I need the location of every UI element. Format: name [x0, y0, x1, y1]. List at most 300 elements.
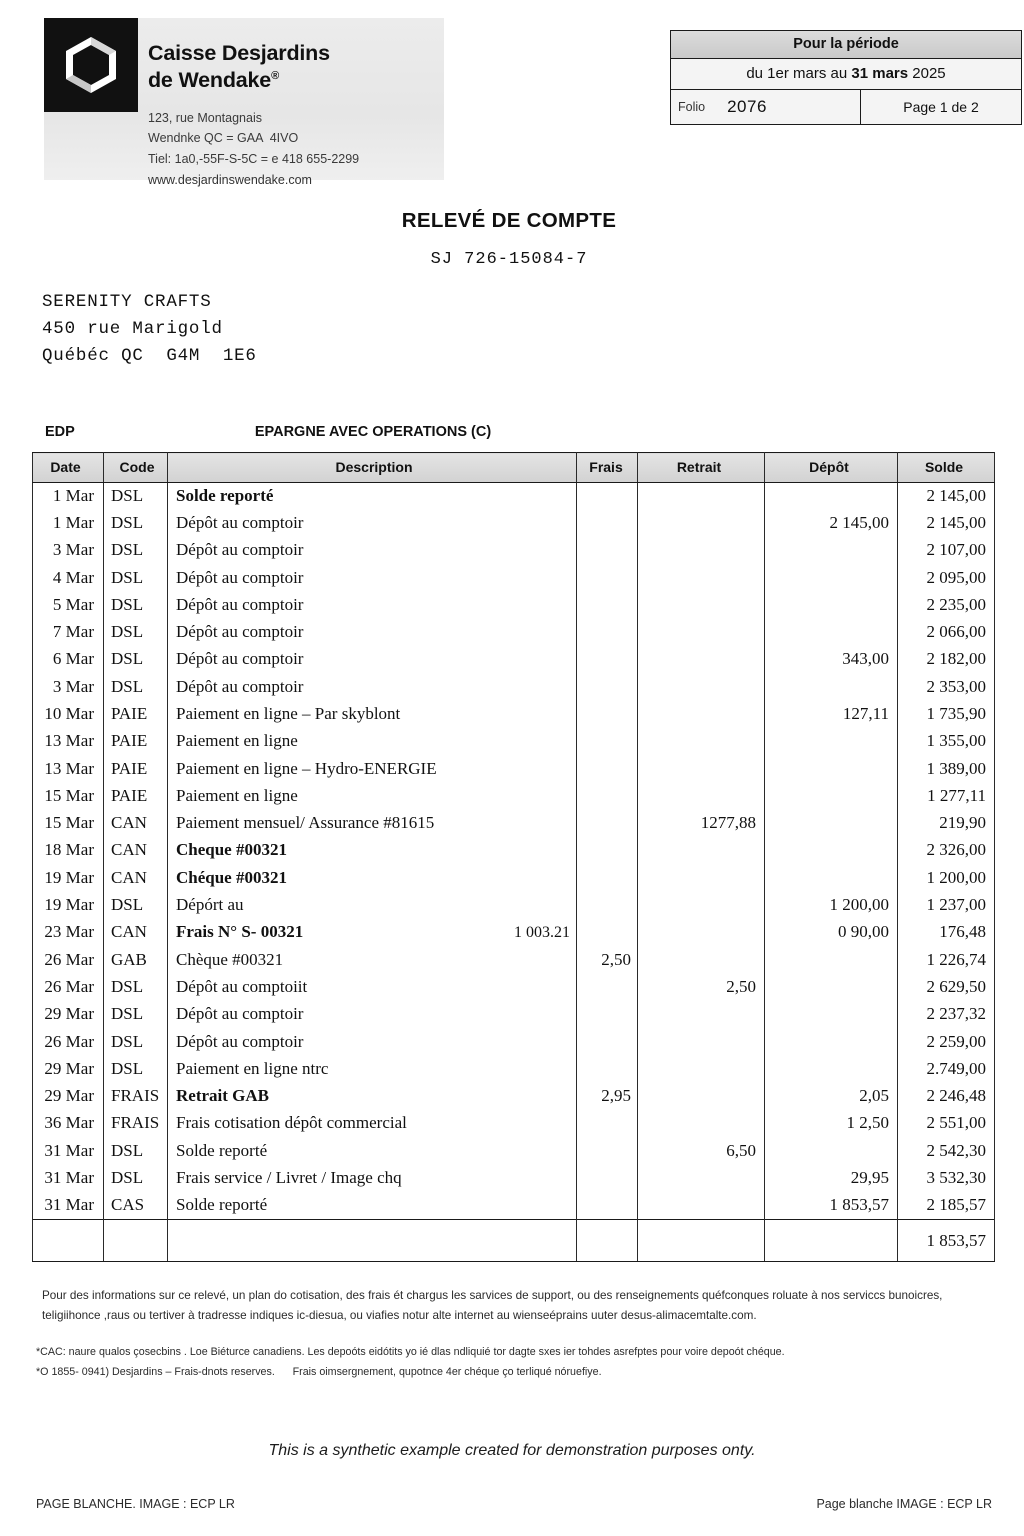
cell-frais — [577, 919, 638, 946]
cell-frais — [577, 1001, 638, 1028]
bank-address-line2: Wendnke QC = GAA 4IVO — [148, 131, 299, 146]
description-text: Frais N° S- 00321 — [176, 921, 304, 941]
cell-solde: 2 145,00 — [898, 483, 995, 510]
cell-solde: 2 326,00 — [898, 837, 995, 864]
table-body — [33, 483, 995, 1220]
column-header-solde: Solde — [898, 453, 995, 483]
bank-name-line2: de Wendake — [148, 68, 272, 93]
cell-date: 19 Mar — [33, 865, 104, 892]
cell-code: DSL — [104, 1165, 168, 1192]
cell-date: 1 Mar — [33, 510, 104, 537]
table-row — [33, 728, 995, 755]
cell-date: 15 Mar — [33, 783, 104, 810]
cell-depot — [765, 947, 898, 974]
cell-solde: 1 389,00 — [898, 755, 995, 782]
table-row — [33, 537, 995, 564]
cell-solde: 1 200,00 — [898, 865, 995, 892]
table-row — [33, 947, 995, 974]
total-spacer-code — [104, 1220, 168, 1262]
transactions-table — [32, 452, 995, 1262]
cell-code: CAS — [104, 1192, 168, 1219]
total-amount: 1 853,57 — [898, 1220, 995, 1262]
cell-date: 13 Mar — [33, 755, 104, 782]
cell-depot — [765, 1138, 898, 1165]
cell-code: DSL — [104, 1056, 168, 1083]
cell-depot — [765, 810, 898, 837]
description-text: Frais service / Livret / Image chq — [176, 1168, 402, 1188]
table-row — [33, 1110, 995, 1137]
period-range-prefix: du 1er mars au — [746, 65, 852, 82]
recipient-address — [42, 289, 257, 370]
total-spacer-date — [33, 1220, 104, 1262]
table-row — [33, 646, 995, 673]
bank-name-line1: Caisse Desjardins — [148, 41, 330, 65]
column-header-depot: Dépôt — [765, 453, 898, 483]
cell-solde: 2 246,48 — [898, 1083, 995, 1110]
cell-date: 3 Mar — [33, 674, 104, 701]
cell-frais — [577, 837, 638, 864]
cell-description — [168, 619, 577, 646]
cell-solde: 176,48 — [898, 919, 995, 946]
cell-code: DSL — [104, 619, 168, 646]
cell-retrait — [638, 1028, 765, 1055]
cell-solde: 2 353,00 — [898, 674, 995, 701]
cell-solde: 2.749,00 — [898, 1056, 995, 1083]
cell-date: 18 Mar — [33, 837, 104, 864]
cell-depot: 1 200,00 — [765, 892, 898, 919]
table-row — [33, 510, 995, 537]
recipient-street: 450 rue Marigold — [42, 319, 223, 340]
cell-description — [168, 1001, 577, 1028]
cell-code: DSL — [104, 483, 168, 510]
period-range-end: 31 mars — [851, 65, 909, 82]
cell-description — [168, 783, 577, 810]
cell-frais — [577, 728, 638, 755]
cell-code: CAN — [104, 837, 168, 864]
total-row — [33, 1220, 995, 1262]
description-text: Paiement en ligne – Par skyblont — [176, 704, 401, 723]
description-text: Dépôt au comptoir — [176, 1031, 304, 1051]
page-indicator: Page 1 de 2 — [903, 99, 979, 115]
bank-address-line1: 123, rue Montagnais — [148, 111, 262, 125]
cell-code: PAIE — [104, 755, 168, 782]
bank-name — [148, 40, 330, 94]
cell-solde: 2 542,30 — [898, 1138, 995, 1165]
cell-code: DSL — [104, 537, 168, 564]
table-row — [33, 674, 995, 701]
cell-depot: 2,05 — [765, 1083, 898, 1110]
cell-frais: 2,95 — [577, 1083, 638, 1110]
cell-code: DSL — [104, 1138, 168, 1165]
cell-solde: 1 735,90 — [898, 701, 995, 728]
fineprint-note-2 — [36, 1363, 998, 1383]
cell-depot: 343,00 — [765, 646, 898, 673]
cell-description — [168, 564, 577, 591]
fineprint-notes — [36, 1343, 998, 1383]
cell-frais — [577, 483, 638, 510]
total-spacer-depot — [765, 1220, 898, 1262]
cell-frais — [577, 646, 638, 673]
description-text: Solde reporté — [176, 1195, 268, 1215]
fineprint-paragraph: Pour des informations sur ce relevé, un plan do cotisation, des frais ét chargus les sarvices de support, ou des renseignements quéfconques roluate à nos serviccs bunoicres, teligiihonce ,raus ou tertiver à tradresse indiques ic-diesua, ou viafies notur alte internet au wienseéprains uuter desus-alimacemtalte.com. — [42, 1289, 943, 1322]
cell-depot — [765, 755, 898, 782]
cell-retrait — [638, 1083, 765, 1110]
table-row — [33, 1165, 995, 1192]
cell-frais — [577, 1028, 638, 1055]
page-footer-left: PAGE BLANCHE. IMAGE : ECP LR — [36, 1497, 235, 1511]
cell-date: 15 Mar — [33, 810, 104, 837]
cell-description — [168, 865, 577, 892]
cell-retrait — [638, 701, 765, 728]
cell-retrait — [638, 619, 765, 646]
table-row — [33, 564, 995, 591]
cell-depot — [765, 564, 898, 591]
cell-date: 13 Mar — [33, 728, 104, 755]
cell-retrait: 1277,88 — [638, 810, 765, 837]
cell-solde: 2 629,50 — [898, 974, 995, 1001]
page-footer-right: Page blanche IMAGE : ECP LR — [816, 1497, 992, 1511]
column-header-frais: Frais — [577, 453, 638, 483]
cell-date: 19 Mar — [33, 892, 104, 919]
description-text: Dépôt au comptoir — [176, 649, 304, 669]
cell-code: DSL — [104, 1028, 168, 1055]
cell-description — [168, 810, 577, 837]
cell-description — [168, 510, 577, 537]
cell-depot: 1 853,57 — [765, 1192, 898, 1219]
description-text: Dépôt au comptoir — [176, 594, 304, 614]
cell-depot — [765, 1028, 898, 1055]
cell-solde: 2 066,00 — [898, 619, 995, 646]
period-range-year: 2025 — [908, 65, 946, 82]
table-row — [33, 592, 995, 619]
cell-description — [168, 701, 577, 728]
cell-description — [168, 1192, 577, 1219]
cell-solde: 2 095,00 — [898, 564, 995, 591]
cell-depot — [765, 974, 898, 1001]
description-text: Dépôt au comptoir — [176, 1004, 304, 1024]
cell-description — [168, 483, 577, 510]
cell-retrait — [638, 592, 765, 619]
bank-address-line3: Tiel: 1a0,-55F-S-5C = e 418 655-2299 — [148, 151, 360, 166]
cell-retrait — [638, 1110, 765, 1137]
cell-description — [168, 755, 577, 782]
cell-code: PAIE — [104, 701, 168, 728]
table-row — [33, 483, 995, 510]
cell-description — [168, 646, 577, 673]
cell-code: FRAIS — [104, 1083, 168, 1110]
description-text: Dépôt au comptoiit — [176, 976, 308, 996]
cell-depot: 127,11 — [765, 701, 898, 728]
cell-description — [168, 1083, 577, 1110]
cell-date: 10 Mar — [33, 701, 104, 728]
cell-code: PAIE — [104, 728, 168, 755]
cell-date: 7 Mar — [33, 619, 104, 646]
cell-solde: 1 226,74 — [898, 947, 995, 974]
column-header-date: Date — [33, 453, 104, 483]
cell-retrait — [638, 837, 765, 864]
cell-description — [168, 728, 577, 755]
fineprint-note-1: *CAC: naure qualos çosecbins . Loe Biéturce canadiens. Les depoóts eidótits yo ié dlas ndliquié tor dagte sxes ier tohdes asrefptes pour voire depoót chéque. — [36, 1346, 785, 1358]
cell-code: CAN — [104, 865, 168, 892]
table-row — [33, 783, 995, 810]
cell-solde: 2 107,00 — [898, 537, 995, 564]
table-row — [33, 810, 995, 837]
cell-solde: 1 355,00 — [898, 728, 995, 755]
account-number: SJ 726-15084-7 — [430, 250, 588, 269]
table-row — [33, 1083, 995, 1110]
cell-date: 3 Mar — [33, 537, 104, 564]
cell-frais — [577, 619, 638, 646]
description-text: Solde reporté — [176, 1140, 268, 1160]
description-text: Dépôt au comptoir — [176, 540, 304, 560]
description-text: Chéque #00321 — [176, 867, 287, 887]
cell-retrait — [638, 1165, 765, 1192]
bank-address — [148, 108, 359, 169]
cell-frais — [577, 1056, 638, 1083]
recipient-name: SERENITY CRAFTS — [42, 292, 212, 312]
cell-frais — [577, 592, 638, 619]
cell-code: DSL — [104, 510, 168, 537]
cell-code: DSL — [104, 592, 168, 619]
cell-depot — [765, 592, 898, 619]
cell-retrait — [638, 919, 765, 946]
cell-code: DSL — [104, 1001, 168, 1028]
table-row — [33, 1138, 995, 1165]
cell-depot — [765, 537, 898, 564]
registered-mark-icon: ® — [271, 69, 279, 82]
description-text: Dépôt au comptoir — [176, 622, 304, 642]
folio-label: Folio — [678, 100, 706, 114]
cell-description — [168, 974, 577, 1001]
cell-frais — [577, 892, 638, 919]
cell-code: CAN — [104, 919, 168, 946]
cell-frais — [577, 810, 638, 837]
cell-solde: 2 259,00 — [898, 1028, 995, 1055]
table-row — [33, 892, 995, 919]
cell-code: DSL — [104, 646, 168, 673]
cell-frais — [577, 865, 638, 892]
cell-solde: 2 182,00 — [898, 646, 995, 673]
cell-date: 26 Mar — [33, 974, 104, 1001]
description-text: Cheque #00321 — [176, 840, 287, 860]
description-text: Dépôt au comptoir — [176, 512, 304, 532]
cell-frais: 2,50 — [577, 947, 638, 974]
cell-retrait: 6,50 — [638, 1138, 765, 1165]
cell-retrait — [638, 1192, 765, 1219]
cell-code: CAN — [104, 810, 168, 837]
synthetic-disclaimer: This is a synthetic example created for demonstration purposes onty. — [268, 1442, 756, 1459]
cell-code: GAB — [104, 947, 168, 974]
description-text: Paiement en ligne – Hydro-ENERGIE — [176, 758, 437, 778]
description-text: Retrait GAB — [176, 1086, 270, 1106]
cell-depot: 1 2,50 — [765, 1110, 898, 1137]
cell-retrait — [638, 483, 765, 510]
cell-frais — [577, 1192, 638, 1219]
cell-frais — [577, 1165, 638, 1192]
cell-date: 1 Mar — [33, 483, 104, 510]
cell-date: 26 Mar — [33, 1028, 104, 1055]
account-type-heading: EPARGNE AVEC OPERATIONS (C) — [254, 424, 492, 440]
cell-retrait — [638, 646, 765, 673]
fineprint-note-2b: Frais oimsergnement, qupotnce 4er chéque ço terliqué nóruefiye. — [292, 1365, 602, 1378]
table-row — [33, 619, 995, 646]
fineprint-note-2a: *O 1855- 0941) Desjardins – Frais-dnots reserves. — [36, 1365, 275, 1378]
cell-solde: 1 277,11 — [898, 783, 995, 810]
cell-retrait — [638, 537, 765, 564]
cell-description — [168, 892, 577, 919]
cell-frais — [577, 1110, 638, 1137]
cell-retrait — [638, 564, 765, 591]
cell-code: DSL — [104, 974, 168, 1001]
description-text: Frais cotisation dépôt commercial — [176, 1113, 407, 1133]
cell-retrait — [638, 510, 765, 537]
cell-frais — [577, 755, 638, 782]
description-text: Paiement en ligne — [176, 785, 298, 805]
table-row — [33, 1192, 995, 1219]
cell-depot: 0 90,00 — [765, 919, 898, 946]
cell-retrait — [638, 1056, 765, 1083]
cell-code: DSL — [104, 564, 168, 591]
page-title: RELEVÉ DE COMPTE — [401, 209, 617, 232]
cell-solde: 1 237,00 — [898, 892, 995, 919]
column-header-code: Code — [104, 453, 168, 483]
description-text: Chèque #00321 — [176, 949, 284, 969]
cell-description — [168, 1028, 577, 1055]
cell-code: FRAIS — [104, 1110, 168, 1137]
cell-date: 36 Mar — [33, 1110, 104, 1137]
folio-value: 2076 — [727, 97, 767, 116]
statement-period-box — [670, 30, 1022, 125]
cell-retrait — [638, 755, 765, 782]
cell-date: 5 Mar — [33, 592, 104, 619]
table-row — [33, 1028, 995, 1055]
table-row — [33, 974, 995, 1001]
folio-cell — [671, 90, 861, 124]
description-text: Solde reporté — [176, 485, 274, 505]
table-row — [33, 701, 995, 728]
edp-label: EDP — [45, 424, 75, 440]
period-range — [671, 59, 1021, 90]
cell-description — [168, 837, 577, 864]
cell-depot — [765, 728, 898, 755]
cell-depot: 29,95 — [765, 1165, 898, 1192]
cell-date: 29 Mar — [33, 1001, 104, 1028]
cell-solde: 3 532,30 — [898, 1165, 995, 1192]
cell-date: 31 Mar — [33, 1192, 104, 1219]
description-text: Paiement en ligne ntrc — [176, 1058, 329, 1078]
cell-date: 6 Mar — [33, 646, 104, 673]
description-text: Dépôt au comptoir — [176, 676, 304, 696]
period-title: Pour la période — [671, 31, 1021, 59]
table-header-row — [33, 453, 995, 483]
recipient-city: Québéc QC G4M 1E6 — [42, 346, 257, 367]
cell-date: 4 Mar — [33, 564, 104, 591]
cell-retrait — [638, 783, 765, 810]
cell-retrait — [638, 865, 765, 892]
cell-code: PAIE — [104, 783, 168, 810]
bank-header-block — [44, 18, 444, 187]
cell-description — [168, 947, 577, 974]
table-row — [33, 755, 995, 782]
column-header-description: Description — [168, 453, 577, 483]
cell-frais — [577, 974, 638, 1001]
cell-date: 23 Mar — [33, 919, 104, 946]
description-text: Dépôt au comptoir — [176, 567, 304, 587]
cell-depot — [765, 837, 898, 864]
table-row — [33, 865, 995, 892]
hexagon-logo-icon — [44, 18, 138, 112]
cell-frais — [577, 510, 638, 537]
description-extra-amount: 1 003.21 — [514, 923, 570, 941]
cell-depot — [765, 865, 898, 892]
cell-retrait — [638, 1001, 765, 1028]
cell-solde: 219,90 — [898, 810, 995, 837]
cell-description — [168, 1056, 577, 1083]
bank-website: www.desjardinswendake.com — [148, 173, 312, 187]
cell-date: 29 Mar — [33, 1056, 104, 1083]
table-row — [33, 837, 995, 864]
table-row — [33, 919, 995, 946]
cell-solde: 2 237,32 — [898, 1001, 995, 1028]
period-footer-row — [671, 90, 1021, 124]
cell-depot — [765, 674, 898, 701]
cell-retrait — [638, 947, 765, 974]
cell-code: DSL — [104, 674, 168, 701]
cell-solde: 2 185,57 — [898, 1192, 995, 1219]
cell-description — [168, 674, 577, 701]
table-header — [33, 453, 995, 483]
cell-retrait — [638, 674, 765, 701]
column-header-retrait: Retrait — [638, 453, 765, 483]
cell-frais — [577, 701, 638, 728]
cell-description — [168, 537, 577, 564]
cell-date: 31 Mar — [33, 1138, 104, 1165]
cell-retrait — [638, 728, 765, 755]
description-text: Paiement mensuel/ Assurance #81615 — [176, 813, 435, 833]
cell-depot — [765, 619, 898, 646]
cell-description — [168, 1165, 577, 1192]
cell-frais — [577, 564, 638, 591]
cell-frais — [577, 674, 638, 701]
total-spacer-retrait — [638, 1220, 765, 1262]
description-text: Paiement en ligne — [176, 731, 298, 751]
table-row — [33, 1001, 995, 1028]
cell-solde: 2 235,00 — [898, 592, 995, 619]
cell-depot — [765, 1056, 898, 1083]
table-row — [33, 1056, 995, 1083]
cell-description — [168, 1138, 577, 1165]
cell-date: 31 Mar — [33, 1165, 104, 1192]
cell-solde: 2 551,00 — [898, 1110, 995, 1137]
cell-depot — [765, 783, 898, 810]
total-spacer-desc — [168, 1220, 577, 1262]
cell-retrait: 2,50 — [638, 974, 765, 1001]
cell-date: 29 Mar — [33, 1083, 104, 1110]
cell-frais — [577, 783, 638, 810]
cell-frais — [577, 537, 638, 564]
cell-description — [168, 592, 577, 619]
cell-description — [168, 919, 577, 946]
cell-date: 26 Mar — [33, 947, 104, 974]
cell-retrait — [638, 892, 765, 919]
cell-code: DSL — [104, 892, 168, 919]
description-text: Dépórt au — [176, 895, 244, 915]
cell-depot — [765, 1001, 898, 1028]
cell-solde: 2 145,00 — [898, 510, 995, 537]
cell-depot — [765, 483, 898, 510]
cell-frais — [577, 1138, 638, 1165]
cell-depot: 2 145,00 — [765, 510, 898, 537]
